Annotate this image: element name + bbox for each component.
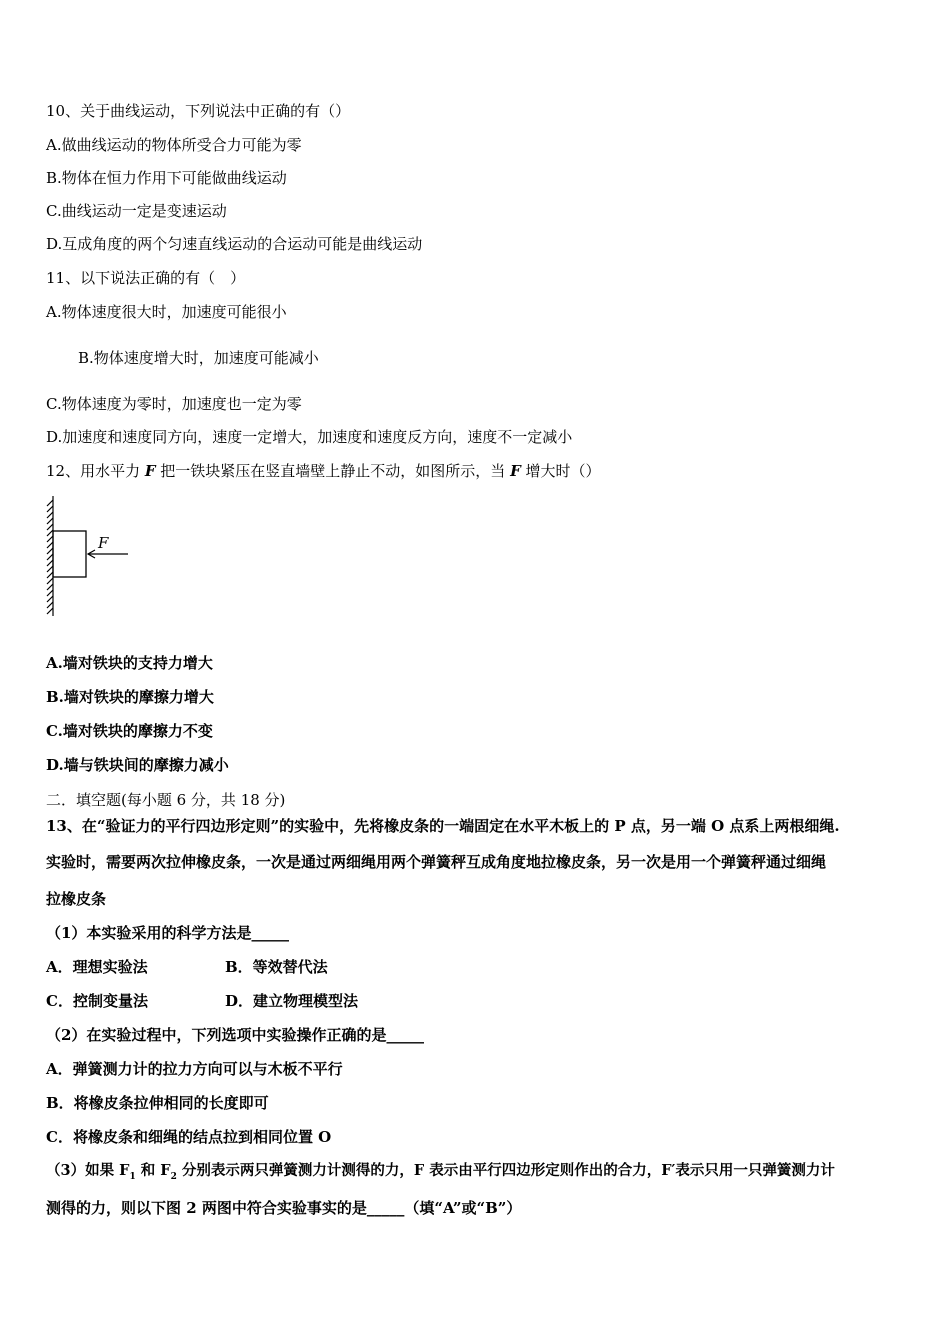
q13-part1-options-row-2 [46,991,546,1011]
q13-stem-line-3: 拉橡皮条 [46,890,107,908]
q11-stem: 11、以下说法正确的有（ ） [46,269,246,287]
q13-part3-prefix: （3）如果 F [46,1162,130,1179]
subscript-2: 2 [170,1171,177,1182]
q13-part3-rest: 分别表示两只弹簧测力计测得的力，F 表示由平行四边形定则作出的合力，F′表示只用一只弹簧测力计 [176,1162,835,1179]
q11-option-a: A.物体速度很大时，加速度可能很小 [46,303,287,321]
q10-option-d: D.互成角度的两个匀速直线运动的合运动可能是曲线运动 [46,235,423,253]
force-symbol: F [510,462,521,480]
q13-part1-options-row-1 [46,957,546,977]
q12-option-c: C.墙对铁块的摩擦力不变 [46,722,213,740]
q12-option-d: D.墙与铁块间的摩擦力减小 [46,756,229,774]
q13-part3-and: 和 F [135,1162,171,1179]
q13-part1-option-b: B．等效替代法 [225,958,328,976]
wall-block-figure [40,494,140,619]
q13-part1-option-c: C．控制变量法 [46,992,148,1010]
q12-option-b: B.墙对铁块的摩擦力增大 [46,688,214,706]
q12-stem-suffix: 增大时（） [520,462,601,480]
q10-option-c: C.曲线运动一定是变速运动 [46,202,227,220]
q11-option-c: C.物体速度为零时，加速度也一定为零 [46,395,302,413]
wall-hatching [47,496,53,616]
q10-stem: 10、关于曲线运动，下列说法中正确的有（） [46,102,351,120]
q13-part2-option-a: A．弹簧测力计的拉力方向可以与木板不平行 [46,1060,343,1078]
iron-block [53,531,86,577]
q13-part2-option-b: B．将橡皮条拉伸相同的长度即可 [46,1094,269,1112]
section-heading: 二．填空题(每小题 6 分，共 18 分) [46,791,286,809]
subscript-1: 1 [129,1171,136,1182]
force-label: F [98,534,109,552]
q12-option-a: A.墙对铁块的支持力增大 [46,654,213,672]
q12-stem [46,461,601,481]
q11-option-d: D.加速度和速度同方向，速度一定增大，加速度和速度反方向，速度不一定减小 [46,428,573,446]
force-symbol: F [144,462,156,480]
q13-part2-option-c: C．将橡皮条和细绳的结点拉到相同位置 O [46,1128,332,1146]
q13-stem-line-2: 实验时，需要两次拉伸橡皮条，一次是通过两细绳用两个弹簧秤互成角度地拉橡皮条，另一次是用一个弹簧秤通过细绳 [46,853,827,871]
q12-stem-middle: 把一铁块紧压在竖直墙壁上静止不动，如图所示，当 [155,462,511,480]
q12-stem-prefix: 12、用水平力 [46,462,145,480]
q13-part3-line-1 [46,1161,835,1187]
q13-part1-option-d: D．建立物理模型法 [225,992,359,1010]
q13-part1-stem: （1）本实验采用的科学方法是_____ [46,924,289,942]
q11-option-b: B.物体速度增大时，加速度可能减小 [78,349,319,367]
q13-part3-line-2: 测得的力，则以下图 2 两图中符合实验事实的是_____（填“A”或“B”） [46,1199,522,1217]
q13-stem-line-1: 13、在“验证力的平行四边形定则”的实验中，先将橡皮条的一端固定在水平木板上的 P 点，另一端 O 点系上两根细绳. [46,817,840,835]
q13-part1-option-a: A．理想实验法 [46,958,148,976]
q10-option-b: B.物体在恒力作用下可能做曲线运动 [46,169,287,187]
q10-option-a: A.做曲线运动的物体所受合力可能为零 [46,136,302,154]
q13-part2-stem: （2）在实验过程中，下列选项中实验操作正确的是_____ [46,1026,424,1044]
